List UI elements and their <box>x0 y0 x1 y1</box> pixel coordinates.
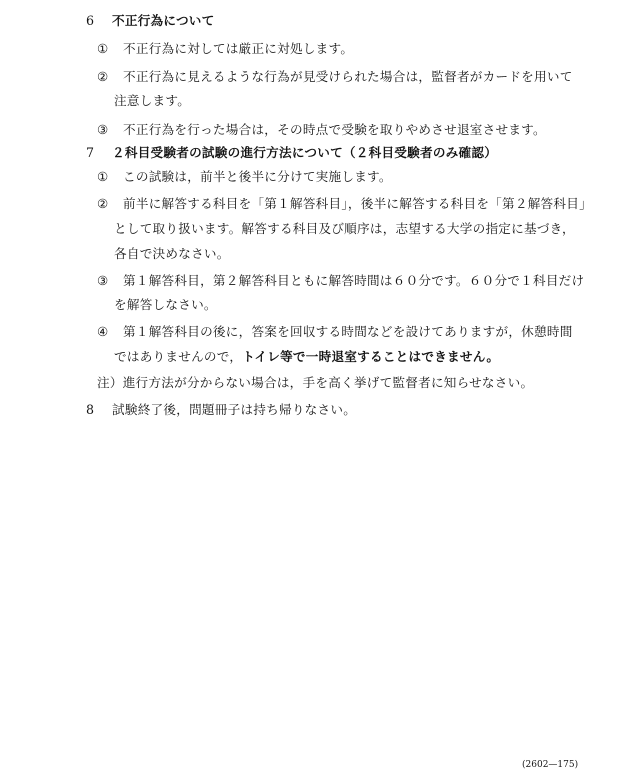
section-6-heading <box>86 13 215 29</box>
s6-item-2-cont: 注意します。 <box>114 93 191 108</box>
s7-item-3-cont: を解答しなさい。 <box>114 297 217 312</box>
section-8-text: 試験終了後，問題冊子は持ち帰りなさい。 <box>112 402 357 417</box>
s6-item-3-mark: ③ <box>97 122 109 137</box>
page-number: (2602—175) <box>522 760 579 770</box>
s6-item-2-text: 不正行為に見えるような行為が見受けられた場合は，監督者がカードを用いて <box>123 69 573 84</box>
s6-item-1-text: 不正行為に対しては厳正に対処します。 <box>123 41 354 56</box>
s6-item-3 <box>97 122 546 138</box>
s7-item-4-cont <box>114 349 499 365</box>
s7-item-4-cont-bold: トイレ等で一時退室することはできません。 <box>242 349 500 364</box>
s7-item-3 <box>97 273 584 289</box>
section-6-number: 6 <box>86 13 95 28</box>
s7-item-2-mark: ② <box>97 196 109 211</box>
s7-item-3-text: 第１解答科目，第２解答科目ともに解答時間は６０分です。６０分で１科目だけ <box>123 273 585 288</box>
s7-item-4-text: 第１解答科目の後に，答案を回収する時間などを設けてありますが，休憩時間 <box>123 324 573 339</box>
section-7-heading <box>86 145 497 161</box>
s7-item-4-mark: ④ <box>97 324 109 339</box>
s7-note: 注）進行方法が分からない場合は，手を高く挙げて監督者に知らせなさい。 <box>97 375 534 390</box>
s7-item-4-cont-plain: ではありませんので， <box>114 349 243 364</box>
s6-item-2 <box>97 69 573 85</box>
s7-item-2 <box>97 196 592 212</box>
s7-item-2-text: 前半に解答する科目を「第１解答科目」，後半に解答する科目を「第２解答科目」 <box>123 196 592 211</box>
s7-item-2-cont-2: 各自で決めなさい。 <box>114 246 230 261</box>
s6-item-2-mark: ② <box>97 69 109 84</box>
s7-item-1-text: この試験は，前半と後半に分けて実施します。 <box>123 169 392 184</box>
s6-item-1-mark: ① <box>97 41 109 56</box>
section-6-title: 不正行為について <box>112 13 215 28</box>
section-8-number: 8 <box>86 402 95 417</box>
s6-item-3-text: 不正行為を行った場合は，その時点で受験を取りやめさせ退室させます。 <box>123 122 546 137</box>
section-7-title: ２科目受験者の試験の進行方法について（２科目受験者のみ確認） <box>112 145 498 160</box>
s6-item-1 <box>97 41 353 57</box>
s7-item-1-mark: ① <box>97 169 109 184</box>
s7-item-4 <box>97 324 573 340</box>
s7-item-2-cont-1: として取り扱います。解答する科目及び順序は，志望する大学の指定に基づき， <box>114 221 575 236</box>
s7-item-1 <box>97 169 392 185</box>
section-8 <box>86 402 356 418</box>
section-7-number: 7 <box>86 145 95 160</box>
s7-item-3-mark: ③ <box>97 273 109 288</box>
